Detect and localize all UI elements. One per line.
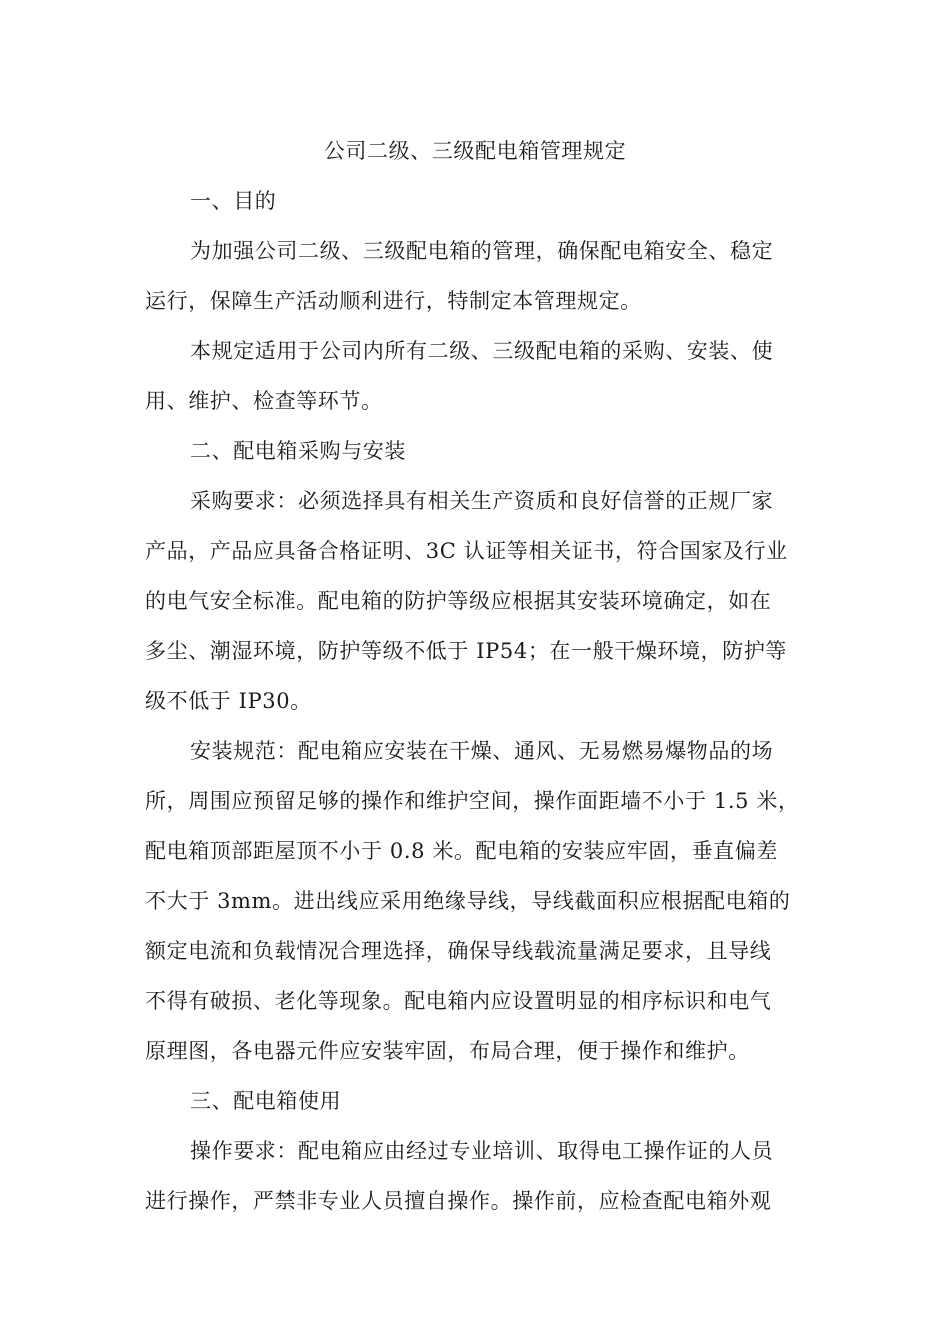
paragraph-line: 采购要求：必须选择具有相关生产资质和良好信誉的正规厂家 xyxy=(190,489,774,513)
paragraph-line: 安装规范：配电箱应安装在干燥、通风、无易燃易爆物品的场 xyxy=(190,739,774,763)
paragraph-line: 所，周围应预留足够的操作和维护空间，操作面距墙不小于 1.5 米， xyxy=(145,789,800,813)
document-title: 公司二级、三级配电箱管理规定 xyxy=(323,139,627,163)
section-heading-procurement: 二、配电箱采购与安装 xyxy=(190,439,406,463)
paragraph-line: 不大于 3mm。进出线应采用绝缘导线，导线截面积应根据配电箱的 xyxy=(145,889,791,913)
section-heading-usage: 三、配电箱使用 xyxy=(190,1089,342,1113)
paragraph-line: 的电气安全标准。配电箱的防护等级应根据其安装环境确定，如在 xyxy=(145,589,772,613)
paragraph-line: 不得有破损、老化等现象。配电箱内应设置明显的相序标识和电气 xyxy=(145,989,772,1013)
paragraph-line: 额定电流和负载情况合理选择，确保导线载流量满足要求，且导线 xyxy=(145,939,772,963)
paragraph-line: 级不低于 IP30。 xyxy=(145,689,312,713)
paragraph-line: 操作要求：配电箱应由经过专业培训、取得电工操作证的人员 xyxy=(190,1139,774,1163)
paragraph-line: 多尘、潮湿环境，防护等级不低于 IP54；在一般干燥环境，防护等 xyxy=(145,639,788,663)
paragraph-line: 进行操作，严禁非专业人员擅自操作。操作前，应检查配电箱外观 xyxy=(145,1189,772,1213)
paragraph-line: 运行，保障生产活动顺利进行，特制定本管理规定。 xyxy=(145,289,642,313)
paragraph-line: 用、维护、检查等环节。 xyxy=(145,389,383,413)
paragraph-line: 产品，产品应具备合格证明、3C 认证等相关证书，符合国家及行业 xyxy=(145,539,788,563)
paragraph-line: 原理图，各电器元件应安装牢固，布局合理，便于操作和维护。 xyxy=(145,1039,750,1063)
paragraph-line: 本规定适用于公司内所有二级、三级配电箱的采购、安装、使 xyxy=(190,339,774,363)
paragraph-line: 为加强公司二级、三级配电箱的管理，确保配电箱安全、稳定 xyxy=(190,239,774,263)
section-heading-purpose: 一、目的 xyxy=(190,189,277,213)
paragraph-line: 配电箱顶部距屋顶不小于 0.8 米。配电箱的安装应牢固，垂直偏差 xyxy=(145,839,778,863)
